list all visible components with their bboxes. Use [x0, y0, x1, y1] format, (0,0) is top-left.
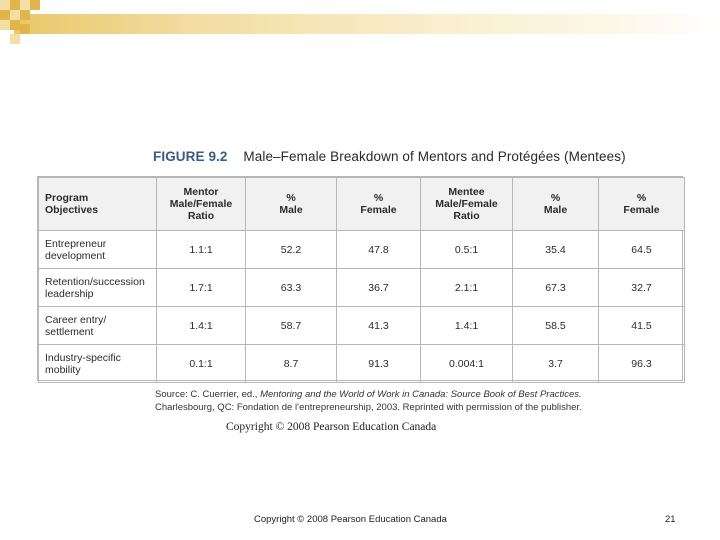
- table-row: [39, 231, 685, 269]
- stacked-squares-icon: [0, 0, 40, 44]
- table-cell: 58.5: [513, 307, 599, 345]
- header-mentor-female: % Female: [337, 178, 421, 231]
- table-header-row: [39, 178, 685, 231]
- source-rest: Charlesbourg, QC: Fondation de l’entrepreneurship, 2003. Reprinted with permission of the publisher.: [155, 402, 582, 413]
- table-cell: 63.3: [246, 269, 337, 307]
- mentoring-table: [37, 176, 683, 381]
- row-label-cell: Career entry/ settlement: [39, 307, 157, 345]
- table-cell: 8.7: [246, 345, 337, 383]
- source-prefix: Source: C. Cuerrier, ed.,: [155, 389, 261, 400]
- table-cell: 41.5: [599, 307, 685, 345]
- table-cell: 3.7: [513, 345, 599, 383]
- footer-copyright: Copyright © 2008 Pearson Education Canada: [254, 514, 447, 525]
- header-mentee-male: % Male: [513, 178, 599, 231]
- table-cell: 0.5:1: [421, 231, 513, 269]
- table-cell: 32.7: [599, 269, 685, 307]
- header-mentor-male: % Male: [246, 178, 337, 231]
- table-cell: 67.3: [513, 269, 599, 307]
- table-cell: 35.4: [513, 231, 599, 269]
- table-cell: 52.2: [246, 231, 337, 269]
- top-decorative-bar: [14, 14, 720, 34]
- source-title: Mentoring and the World of Work in Canada: Source Book of Best Practices.: [260, 389, 582, 400]
- table-cell: 0.1:1: [157, 345, 246, 383]
- header-mentor-ratio: Mentor Male/Female Ratio: [157, 178, 246, 231]
- table-cell: 1.7:1: [157, 269, 246, 307]
- table-cell: 91.3: [337, 345, 421, 383]
- table-row: [39, 345, 685, 383]
- table-cell: 96.3: [599, 345, 685, 383]
- table-cell: 41.3: [337, 307, 421, 345]
- table-cell: 2.1:1: [421, 269, 513, 307]
- table-cell: 1.4:1: [157, 307, 246, 345]
- table-row: [39, 269, 685, 307]
- table-cell: 0.004:1: [421, 345, 513, 383]
- table-cell: 47.8: [337, 231, 421, 269]
- source-note: [155, 388, 695, 414]
- table-cell: 1.4:1: [421, 307, 513, 345]
- table-cell: 36.7: [337, 269, 421, 307]
- figure-number: FIGURE 9.2: [153, 149, 228, 164]
- table-cell: 58.7: [246, 307, 337, 345]
- header-program-objectives: Program Objectives: [39, 178, 157, 231]
- figure-caption: Male–Female Breakdown of Mentors and Protégées (Mentees): [243, 149, 626, 164]
- header-mentee-female: % Female: [599, 178, 685, 231]
- table-cell: 1.1:1: [157, 231, 246, 269]
- row-label-cell: Entrepreneur development: [39, 231, 157, 269]
- table-cell: 64.5: [599, 231, 685, 269]
- header-mentee-ratio: Mentee Male/Female Ratio: [421, 178, 513, 231]
- table-row: [39, 307, 685, 345]
- row-label-cell: Industry-specific mobility: [39, 345, 157, 383]
- row-label-cell: Retention/succession leadership: [39, 269, 157, 307]
- figure-copyright: Copyright © 2008 Pearson Education Canada: [226, 421, 437, 433]
- page-number: 21: [665, 514, 676, 525]
- figure-title: [153, 149, 693, 164]
